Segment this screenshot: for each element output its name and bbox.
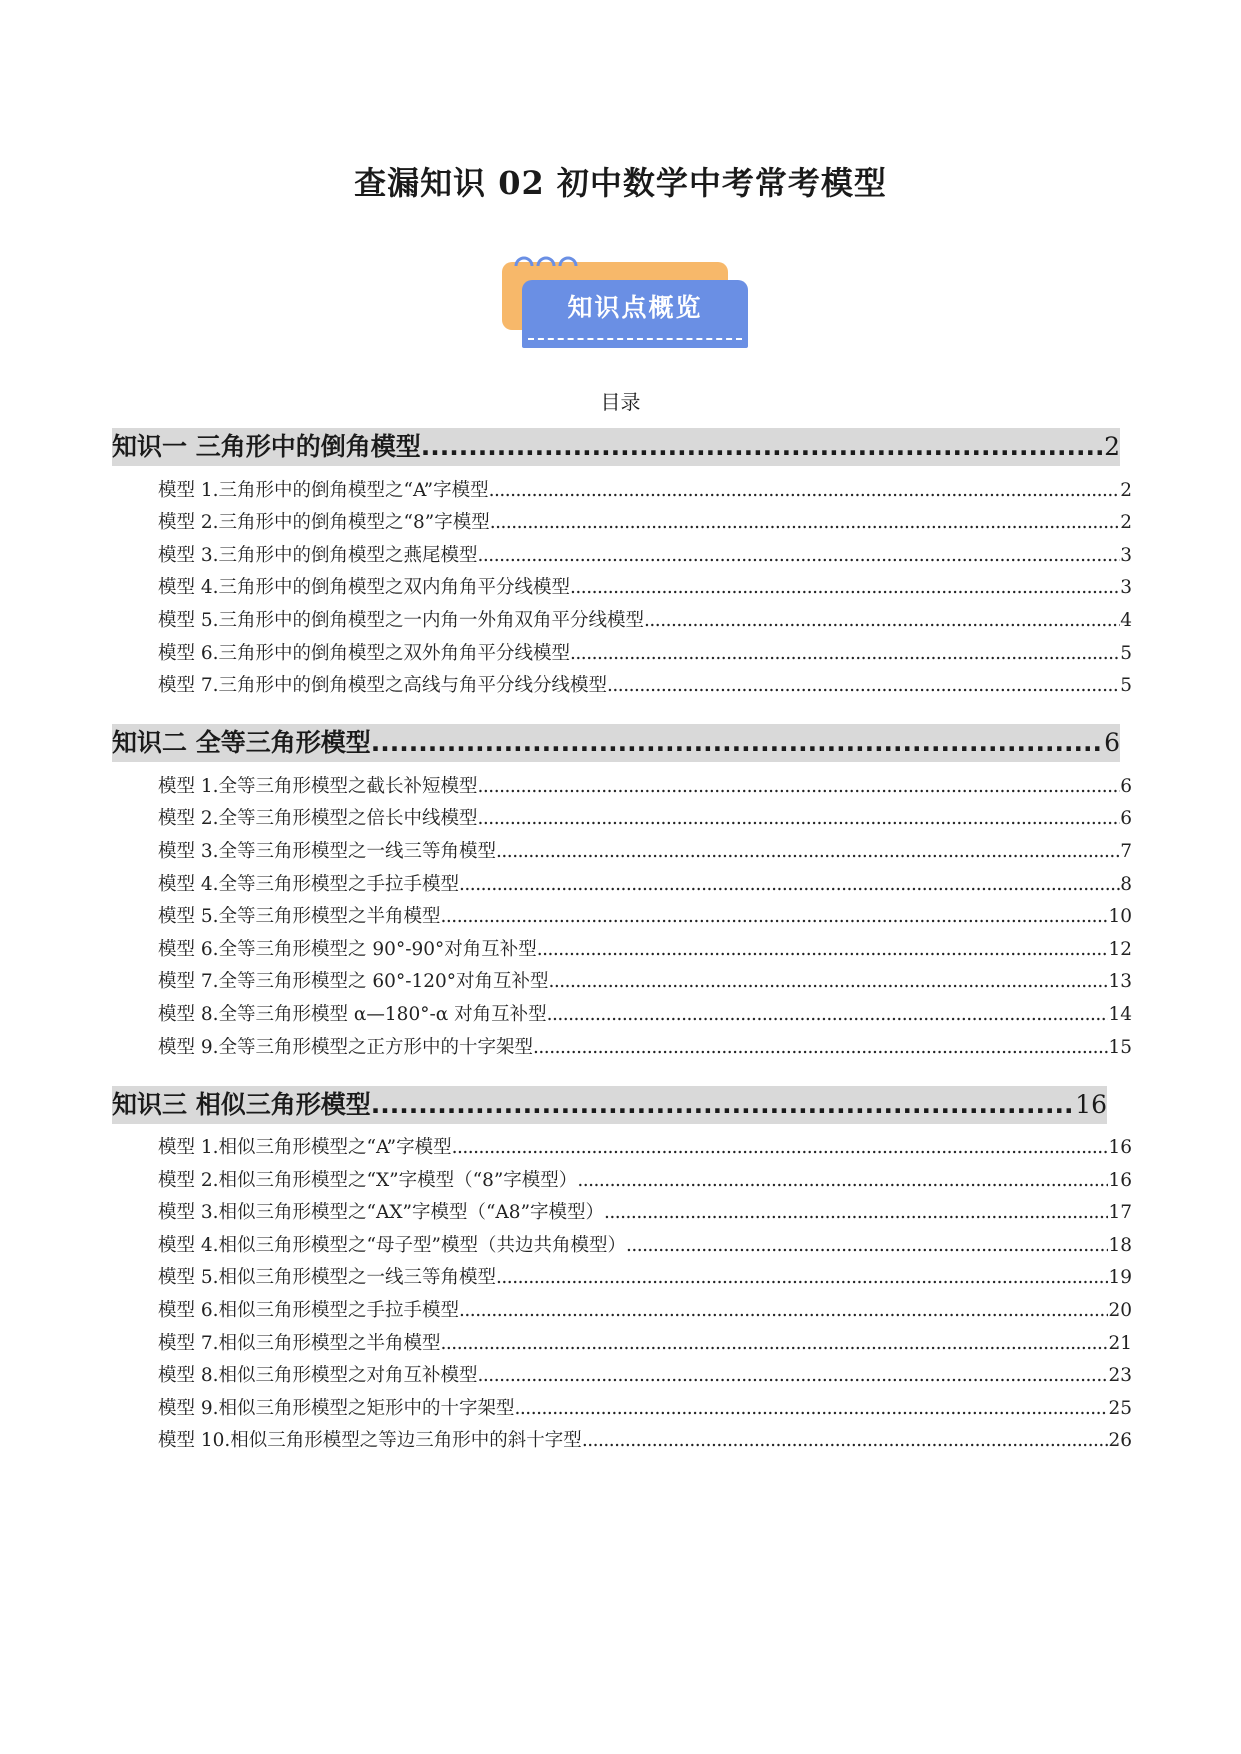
toc-item[interactable] [112, 572, 1132, 605]
toc-section-page: 16 [1075, 1089, 1107, 1119]
toc-item-title: 模型 4.全等三角形模型之手拉手模型 [158, 873, 460, 895]
toc-item-page: 20 [1108, 1300, 1132, 1322]
toc-item[interactable] [112, 1164, 1132, 1197]
toc-item[interactable] [112, 637, 1132, 670]
toc-item-title: 模型 6.相似三角形模型之手拉手模型 [158, 1300, 460, 1322]
toc-item-page: 16 [1108, 1137, 1132, 1159]
toc-item[interactable] [112, 1360, 1132, 1393]
table-of-contents [112, 428, 1132, 1457]
toc-item-title: 模型 6.全等三角形模型之 90°-90°对角互补型 [158, 938, 537, 960]
toc-item-page: 10 [1108, 906, 1132, 928]
leader-dots [478, 540, 1121, 572]
overview-badge [498, 242, 754, 354]
toc-item-page: 18 [1108, 1234, 1132, 1256]
toc-item[interactable] [112, 1197, 1132, 1230]
toc-item[interactable] [112, 474, 1132, 507]
toc-item[interactable] [112, 901, 1132, 934]
toc-item-page: 5 [1120, 675, 1132, 697]
toc-item[interactable] [112, 1327, 1132, 1360]
toc-item-page: 5 [1120, 642, 1132, 664]
section-gap [112, 1064, 1132, 1086]
leader-dots [533, 1032, 1108, 1064]
leader-dots [371, 1086, 1075, 1124]
toc-item-title: 模型 4.相似三角形模型之“母子型”模型（共边共角模型） [158, 1234, 626, 1256]
toc-item-title: 模型 7.三角形中的倒角模型之高线与角平分线分线模型 [158, 675, 608, 697]
leader-dots [459, 1295, 1108, 1327]
toc-item[interactable] [112, 1392, 1132, 1425]
binder-rings-icon [512, 244, 592, 274]
toc-item-page: 15 [1108, 1036, 1132, 1058]
toc-section-title: 知识一 三角形中的倒角模型 [112, 432, 421, 461]
toc-item-title: 模型 5.全等三角形模型之半角模型 [158, 906, 441, 928]
badge-dashed-line [528, 338, 742, 340]
toc-heading: 目录 [600, 390, 641, 414]
toc-item[interactable] [112, 933, 1132, 966]
badge-label: 知识点概览 [567, 293, 703, 322]
leader-dots [577, 1165, 1108, 1197]
toc-item-page: 3 [1120, 544, 1132, 566]
leader-dots [547, 999, 1109, 1031]
toc-section-2[interactable] [112, 724, 1120, 762]
toc-item-title: 模型 3.三角形中的倒角模型之燕尾模型 [158, 544, 478, 566]
toc-item-title: 模型 1.全等三角形模型之截长补短模型 [158, 775, 478, 797]
toc-section-title: 知识三 相似三角形模型 [112, 1089, 371, 1119]
leader-dots [515, 1393, 1109, 1425]
leader-dots [489, 475, 1121, 507]
leader-dots [570, 572, 1120, 604]
leader-dots [570, 638, 1120, 670]
toc-item[interactable] [112, 803, 1132, 836]
leader-dots [441, 901, 1109, 933]
leader-dots [644, 605, 1120, 637]
toc-item-page: 17 [1108, 1202, 1132, 1224]
toc-item-page: 3 [1120, 577, 1132, 599]
toc-item-title: 模型 3.相似三角形模型之“AX”字模型（“A8”字模型） [158, 1202, 605, 1224]
toc-item-title: 模型 5.相似三角形模型之一线三等角模型 [158, 1267, 497, 1289]
toc-item-page: 8 [1120, 873, 1132, 895]
toc-item-page: 13 [1108, 971, 1132, 993]
toc-item[interactable] [112, 604, 1132, 637]
toc-item[interactable] [112, 868, 1132, 901]
leader-dots [607, 670, 1120, 702]
document-title: 查漏知识 02 初中数学中考常考模型 [354, 164, 887, 202]
toc-section-3[interactable] [112, 1086, 1107, 1124]
leader-dots [582, 1425, 1109, 1457]
toc-item-title: 模型 9.全等三角形模型之正方形中的十字架型 [158, 1036, 534, 1058]
leader-dots [490, 507, 1121, 539]
leader-dots [371, 724, 1104, 762]
toc-item-page: 7 [1120, 840, 1132, 862]
leader-dots [478, 771, 1121, 803]
leader-dots [604, 1197, 1108, 1229]
section-gap [112, 702, 1132, 724]
toc-item-title: 模型 8.相似三角形模型之对角互补模型 [158, 1365, 478, 1387]
toc-item-title: 模型 10.相似三角形模型之等边三角形中的斜十字型 [158, 1430, 582, 1452]
toc-item[interactable] [112, 670, 1132, 703]
leader-dots [478, 803, 1121, 835]
toc-item[interactable] [112, 539, 1132, 572]
toc-item[interactable] [112, 1294, 1132, 1327]
toc-item-page: 19 [1108, 1267, 1132, 1289]
toc-item-page: 25 [1108, 1397, 1132, 1419]
toc-item-title: 模型 7.相似三角形模型之半角模型 [158, 1332, 441, 1354]
toc-item-title: 模型 5.三角形中的倒角模型之一内角一外角双角平分线模型 [158, 609, 645, 631]
toc-item-title: 模型 1.相似三角形模型之“A”字模型 [158, 1137, 452, 1159]
leader-dots [537, 934, 1109, 966]
toc-item[interactable] [112, 1229, 1132, 1262]
toc-item-page: 2 [1120, 479, 1132, 501]
leader-dots [459, 869, 1120, 901]
toc-item-title: 模型 6.三角形中的倒角模型之双外角角平分线模型 [158, 642, 571, 664]
toc-section-1[interactable] [112, 428, 1120, 466]
leader-dots [549, 966, 1109, 998]
toc-item-page: 12 [1108, 938, 1132, 960]
leader-dots [496, 836, 1120, 868]
toc-item[interactable] [112, 1425, 1132, 1458]
toc-item-title: 模型 8.全等三角形模型 α—180°-α 对角互补型 [158, 1003, 547, 1025]
toc-item[interactable] [112, 1262, 1132, 1295]
toc-item-title: 模型 1.三角形中的倒角模型之“A”字模型 [158, 479, 489, 501]
toc-section-page: 2 [1104, 432, 1120, 461]
leader-dots [441, 1328, 1109, 1360]
toc-section-page: 6 [1104, 728, 1120, 758]
toc-item[interactable] [112, 1132, 1132, 1165]
toc-item-page: 14 [1108, 1003, 1132, 1025]
toc-item-page: 4 [1120, 609, 1132, 631]
toc-item-page: 6 [1120, 775, 1132, 797]
toc-item-title: 模型 2.相似三角形模型之“X”字模型（“8”字模型） [158, 1169, 578, 1191]
toc-item-page: 26 [1108, 1430, 1132, 1452]
leader-dots [452, 1132, 1109, 1164]
toc-item[interactable] [112, 770, 1132, 803]
toc-item-title: 模型 3.全等三角形模型之一线三等角模型 [158, 840, 497, 862]
toc-item-title: 模型 7.全等三角形模型之 60°-120°对角互补型 [158, 971, 549, 993]
leader-dots [496, 1262, 1108, 1294]
toc-item[interactable] [112, 1031, 1132, 1064]
toc-item[interactable] [112, 835, 1132, 868]
toc-item[interactable] [112, 998, 1132, 1031]
leader-dots [478, 1360, 1109, 1392]
toc-item-page: 6 [1120, 808, 1132, 830]
toc-item-page: 23 [1108, 1365, 1132, 1387]
leader-dots [626, 1230, 1109, 1262]
leader-dots [421, 428, 1104, 466]
toc-item[interactable] [112, 966, 1132, 999]
toc-item-title: 模型 4.三角形中的倒角模型之双内角角平分线模型 [158, 577, 571, 599]
toc-item-title: 模型 9.相似三角形模型之矩形中的十字架型 [158, 1397, 515, 1419]
toc-item[interactable] [112, 507, 1132, 540]
toc-item-page: 21 [1108, 1332, 1132, 1354]
toc-item-page: 16 [1108, 1169, 1132, 1191]
toc-item-page: 2 [1120, 512, 1132, 534]
toc-section-title: 知识二 全等三角形模型 [112, 728, 371, 758]
toc-item-title: 模型 2.三角形中的倒角模型之“8”字模型 [158, 512, 490, 534]
toc-item-title: 模型 2.全等三角形模型之倍长中线模型 [158, 808, 478, 830]
